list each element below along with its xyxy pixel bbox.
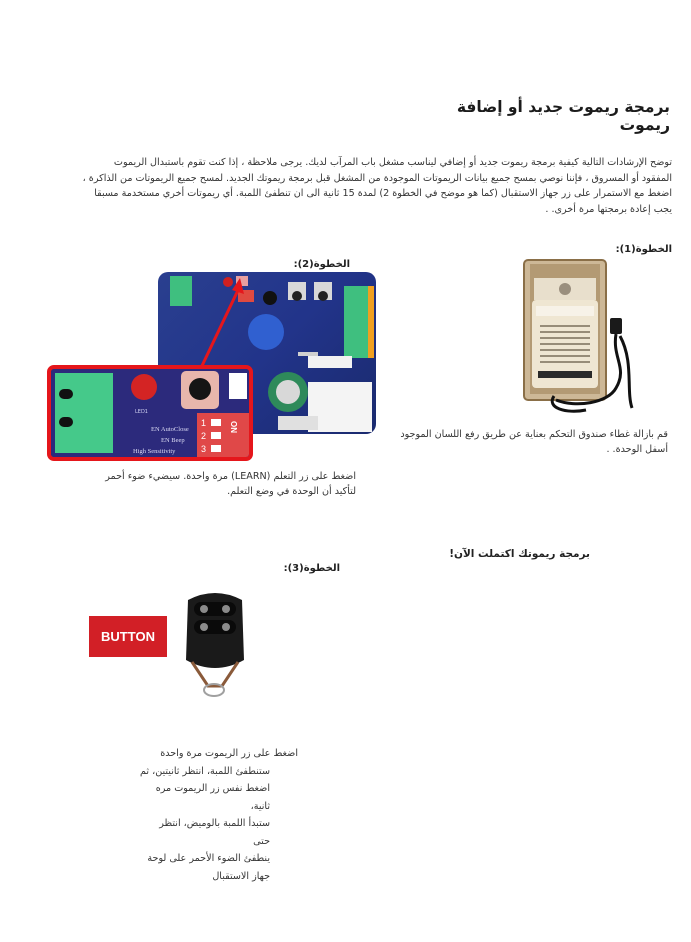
learn-button-closeup (47, 365, 253, 461)
caption-line: ستنطفئ اللمبة، انتظر ثانيتين، ثم (140, 765, 270, 777)
led-label: LED1 (135, 409, 148, 415)
caption-line: جهاز الاستقبال (212, 870, 270, 882)
caption-line: ستبدأ اللمبة بالوميض، انتظر حتى (159, 818, 270, 847)
caption-line: ينطفئ الضوء الأحمر على لوحة (147, 853, 270, 864)
button-label-badge: BUTTON (89, 616, 167, 657)
step-1-caption (392, 427, 668, 457)
caption-line: لتأكيد أن الوحدة في وضع التعلم. (227, 486, 356, 497)
caption-line: اضغط على زر الريموت مرة واحدة (160, 748, 298, 759)
dip-function-3: High Sensitivity (133, 448, 176, 455)
completion-note: برمجة ريموتك اكتملت الآن! (449, 548, 590, 560)
dip-numbers (201, 417, 206, 456)
intro-line: توضح الإرشادات التالية كيفية برمجة ريموت جديد أو إضافي ليناسب مشغل باب المرآب لديك. يرجى ملاحظة ، إذا كنت تقوم باستبدال الريموت (113, 157, 672, 168)
dip-number: 3 (201, 444, 207, 454)
step-3-label: الخطوة(3): (283, 563, 340, 574)
dip-function-2: EN Beep (161, 437, 185, 444)
dip-number: 2 (201, 431, 207, 441)
caption-line: أسفل الوحدة. . (606, 444, 668, 455)
intro-line: اضغط مع الاستمرار على زر جهاز الاستقبال (كما هو موضح في الخطوة 2) لمدة 15 ثانية الى ان تنطفئ اللمبة. أي ريموتات أخري مستخدمة مسبقا (94, 188, 672, 199)
caption-line: اضغط نفس زر الريموت مره ثانية، (155, 783, 270, 812)
intro-paragraph (40, 155, 672, 217)
dip-number: 1 (201, 418, 207, 428)
remote-control-photo (180, 590, 250, 700)
step-2-label: الخطوة(2): (293, 259, 350, 270)
dip-function-1: EN AutoClose (151, 426, 189, 433)
intro-line: المفقود أو المسروق ، فإننا نوصي بمسح جميع بيانات الريموتات الموجودة من المشغل قبل برمجة ريموتك الجديد. لمسح جميع الريموتات من الذاكرة ، (82, 172, 672, 184)
step-3-caption (140, 745, 298, 885)
page-title: برمجة ريموت جديد أو إضافة ريموت (456, 98, 670, 134)
caption-line: قم بازالة غطاء صندوق التحكم بعناية عن طريق رفع اللسان الموجود (400, 429, 668, 440)
intro-line: يجب إعادة برمجتها مرة أخرى. . (545, 203, 672, 215)
caption-line: اضغط على زر التعلم (LEARN) مرة واحدة. سيضيء ضوء أحمر (105, 471, 356, 482)
step-1-label: الخطوة(1): (615, 244, 672, 255)
dip-on-label: ON (229, 421, 238, 433)
control-box-photo (516, 258, 636, 416)
pointer-arrow-icon (190, 276, 250, 372)
step-2-caption (60, 469, 356, 499)
